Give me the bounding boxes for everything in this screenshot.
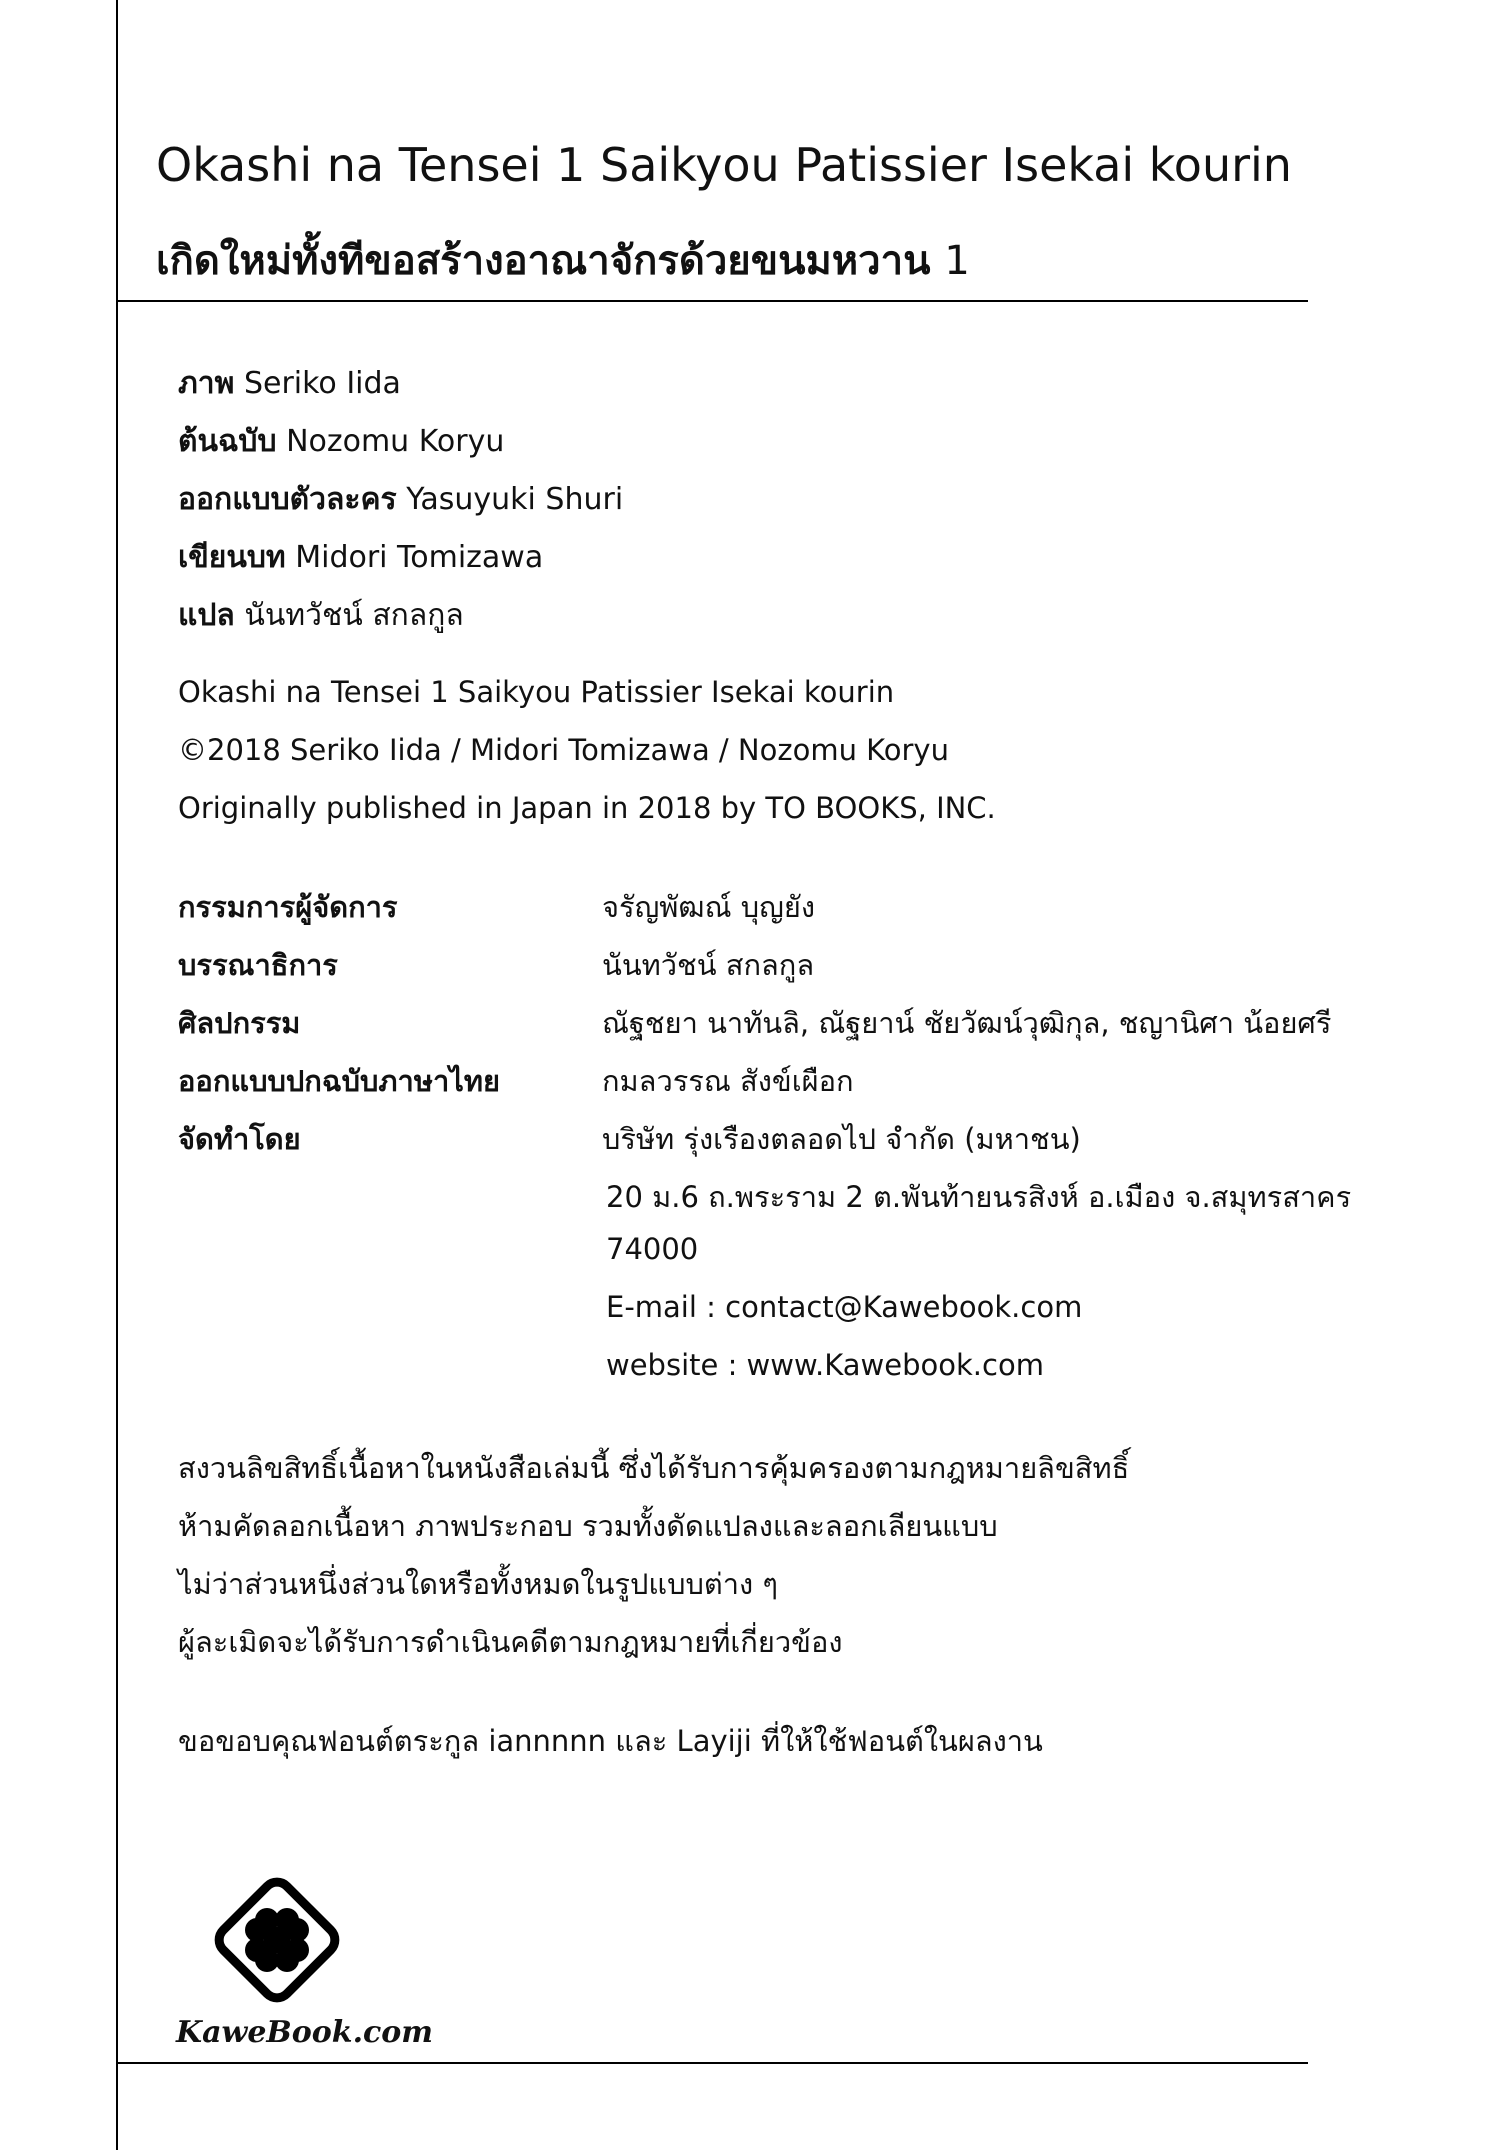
staff-value: จรัญพัฒณ์ บุญยัง: [602, 890, 815, 924]
publisher-address: 20 ม.6 ถ.พระราม 2 ต.พันท้ายนรสิงห์ อ.เมือง จ.สมุทรสาคร: [606, 1180, 1352, 1214]
credit-value: Seriko Iida: [243, 366, 401, 401]
title-volume: 1: [944, 238, 970, 284]
staff-row: [178, 1000, 1418, 1058]
four-heart-clover-icon: [202, 1865, 352, 2015]
credit-row: [178, 476, 1378, 534]
title-divider: [116, 300, 1308, 302]
copyright-line: Okashi na Tensei 1 Saikyou Patissier Isekai kourin: [178, 675, 895, 709]
credit-value: Midori Tomizawa: [295, 540, 544, 575]
staff-label: ออกแบบปกฉบับภาษาไทย: [178, 1064, 500, 1098]
publisher-logo: [172, 1865, 434, 2065]
staff-value: กมลวรรณ สังข์เผือก: [602, 1064, 854, 1098]
left-margin-rule: [116, 0, 118, 2150]
credit-row: [178, 418, 1378, 476]
copyright-line: ©2018 Seriko Iida / Midori Tomizawa / Nozomu Koryu: [178, 733, 949, 767]
credit-label: ต้นฉบับ: [178, 424, 277, 459]
staff-value: ณัฐชยา นาทันลิ, ณัฐยาน์ ชัยวัฒน์วุฒิกุล, ชญานิศา น้อยศรี: [602, 1006, 1332, 1040]
credit-value: Yasuyuki Shuri: [406, 482, 624, 517]
notice-line: สงวนลิขสิทธิ์เนื้อหาในหนังสือเล่มนี้ ซึ่งได้รับการคุ้มครองตามกฎหมายลิขสิทธิ์: [178, 1451, 1130, 1485]
copyright-notice: [178, 1445, 1378, 1677]
logo-wordmark: KaweBook.com: [176, 2015, 434, 2050]
staff-row: [178, 1116, 1418, 1174]
credit-row: [178, 534, 1378, 592]
notice-line: ผู้ละเมิดจะได้รับการดำเนินคดีตามกฎหมายที่เกี่ยวข้อง: [178, 1625, 843, 1659]
staff-list: [178, 884, 1418, 1406]
credit-label: ภาพ: [178, 366, 235, 401]
publisher-address-line: [178, 1174, 1418, 1232]
staff-label: กรรมการผู้จัดการ: [178, 890, 398, 924]
credit-row: [178, 592, 1378, 650]
notice-line: ห้ามคัดลอกเนื้อหา ภาพประกอบ รวมทั้งดัดแปลงและลอกเลียนแบบ: [178, 1509, 998, 1543]
publisher-email-line: [178, 1290, 1418, 1348]
staff-row: [178, 942, 1418, 1000]
credit-row: [178, 360, 1378, 418]
font-thanks: ขอขอบคุณฟอนต์ตระกูล iannnnn และ Layiji ที่ให้ใช้ฟอนต์ในผลงาน: [178, 1724, 1043, 1758]
publisher-email: E-mail : contact@Kawebook.com: [606, 1290, 1083, 1324]
credits-list: [178, 360, 1378, 650]
copyright-line: Originally published in Japan in 2018 by TO BOOKS, INC.: [178, 791, 996, 825]
title-thai: [156, 228, 970, 292]
credit-value: Nozomu Koryu: [286, 424, 505, 459]
credit-label: ออกแบบตัวละคร: [178, 482, 397, 517]
publisher-website: website : www.Kawebook.com: [606, 1348, 1044, 1382]
staff-label: บรรณาธิการ: [178, 948, 338, 982]
publisher-postcode-line: [178, 1232, 1418, 1290]
staff-value: บริษัท รุ่งเรืองตลอดไป จำกัด (มหาชน): [602, 1122, 1081, 1156]
credit-label: เขียนบท: [178, 540, 286, 575]
title-english: Okashi na Tensei 1 Saikyou Patissier Isekai kourin: [156, 138, 1292, 192]
credit-value: นันทวัชน์ สกลกูล: [244, 598, 464, 633]
title-thai-text: เกิดใหม่ทั้งทีขอสร้างอาณาจักรด้วยขนมหวาน: [156, 238, 931, 284]
copyright-block: [178, 675, 1378, 849]
staff-label: ศิลปกรรม: [178, 1006, 301, 1040]
staff-row: [178, 1058, 1418, 1116]
publisher-postcode: 74000: [606, 1232, 699, 1266]
credit-label: แปล: [178, 598, 235, 633]
notice-line: ไม่ว่าส่วนหนึ่งส่วนใดหรือทั้งหมดในรูปแบบต่าง ๆ: [178, 1567, 778, 1601]
staff-label: จัดทำโดย: [178, 1122, 301, 1156]
publisher-website-line: [178, 1348, 1418, 1406]
staff-row: [178, 884, 1418, 942]
staff-value: นันทวัชน์ สกลกูล: [602, 948, 815, 982]
